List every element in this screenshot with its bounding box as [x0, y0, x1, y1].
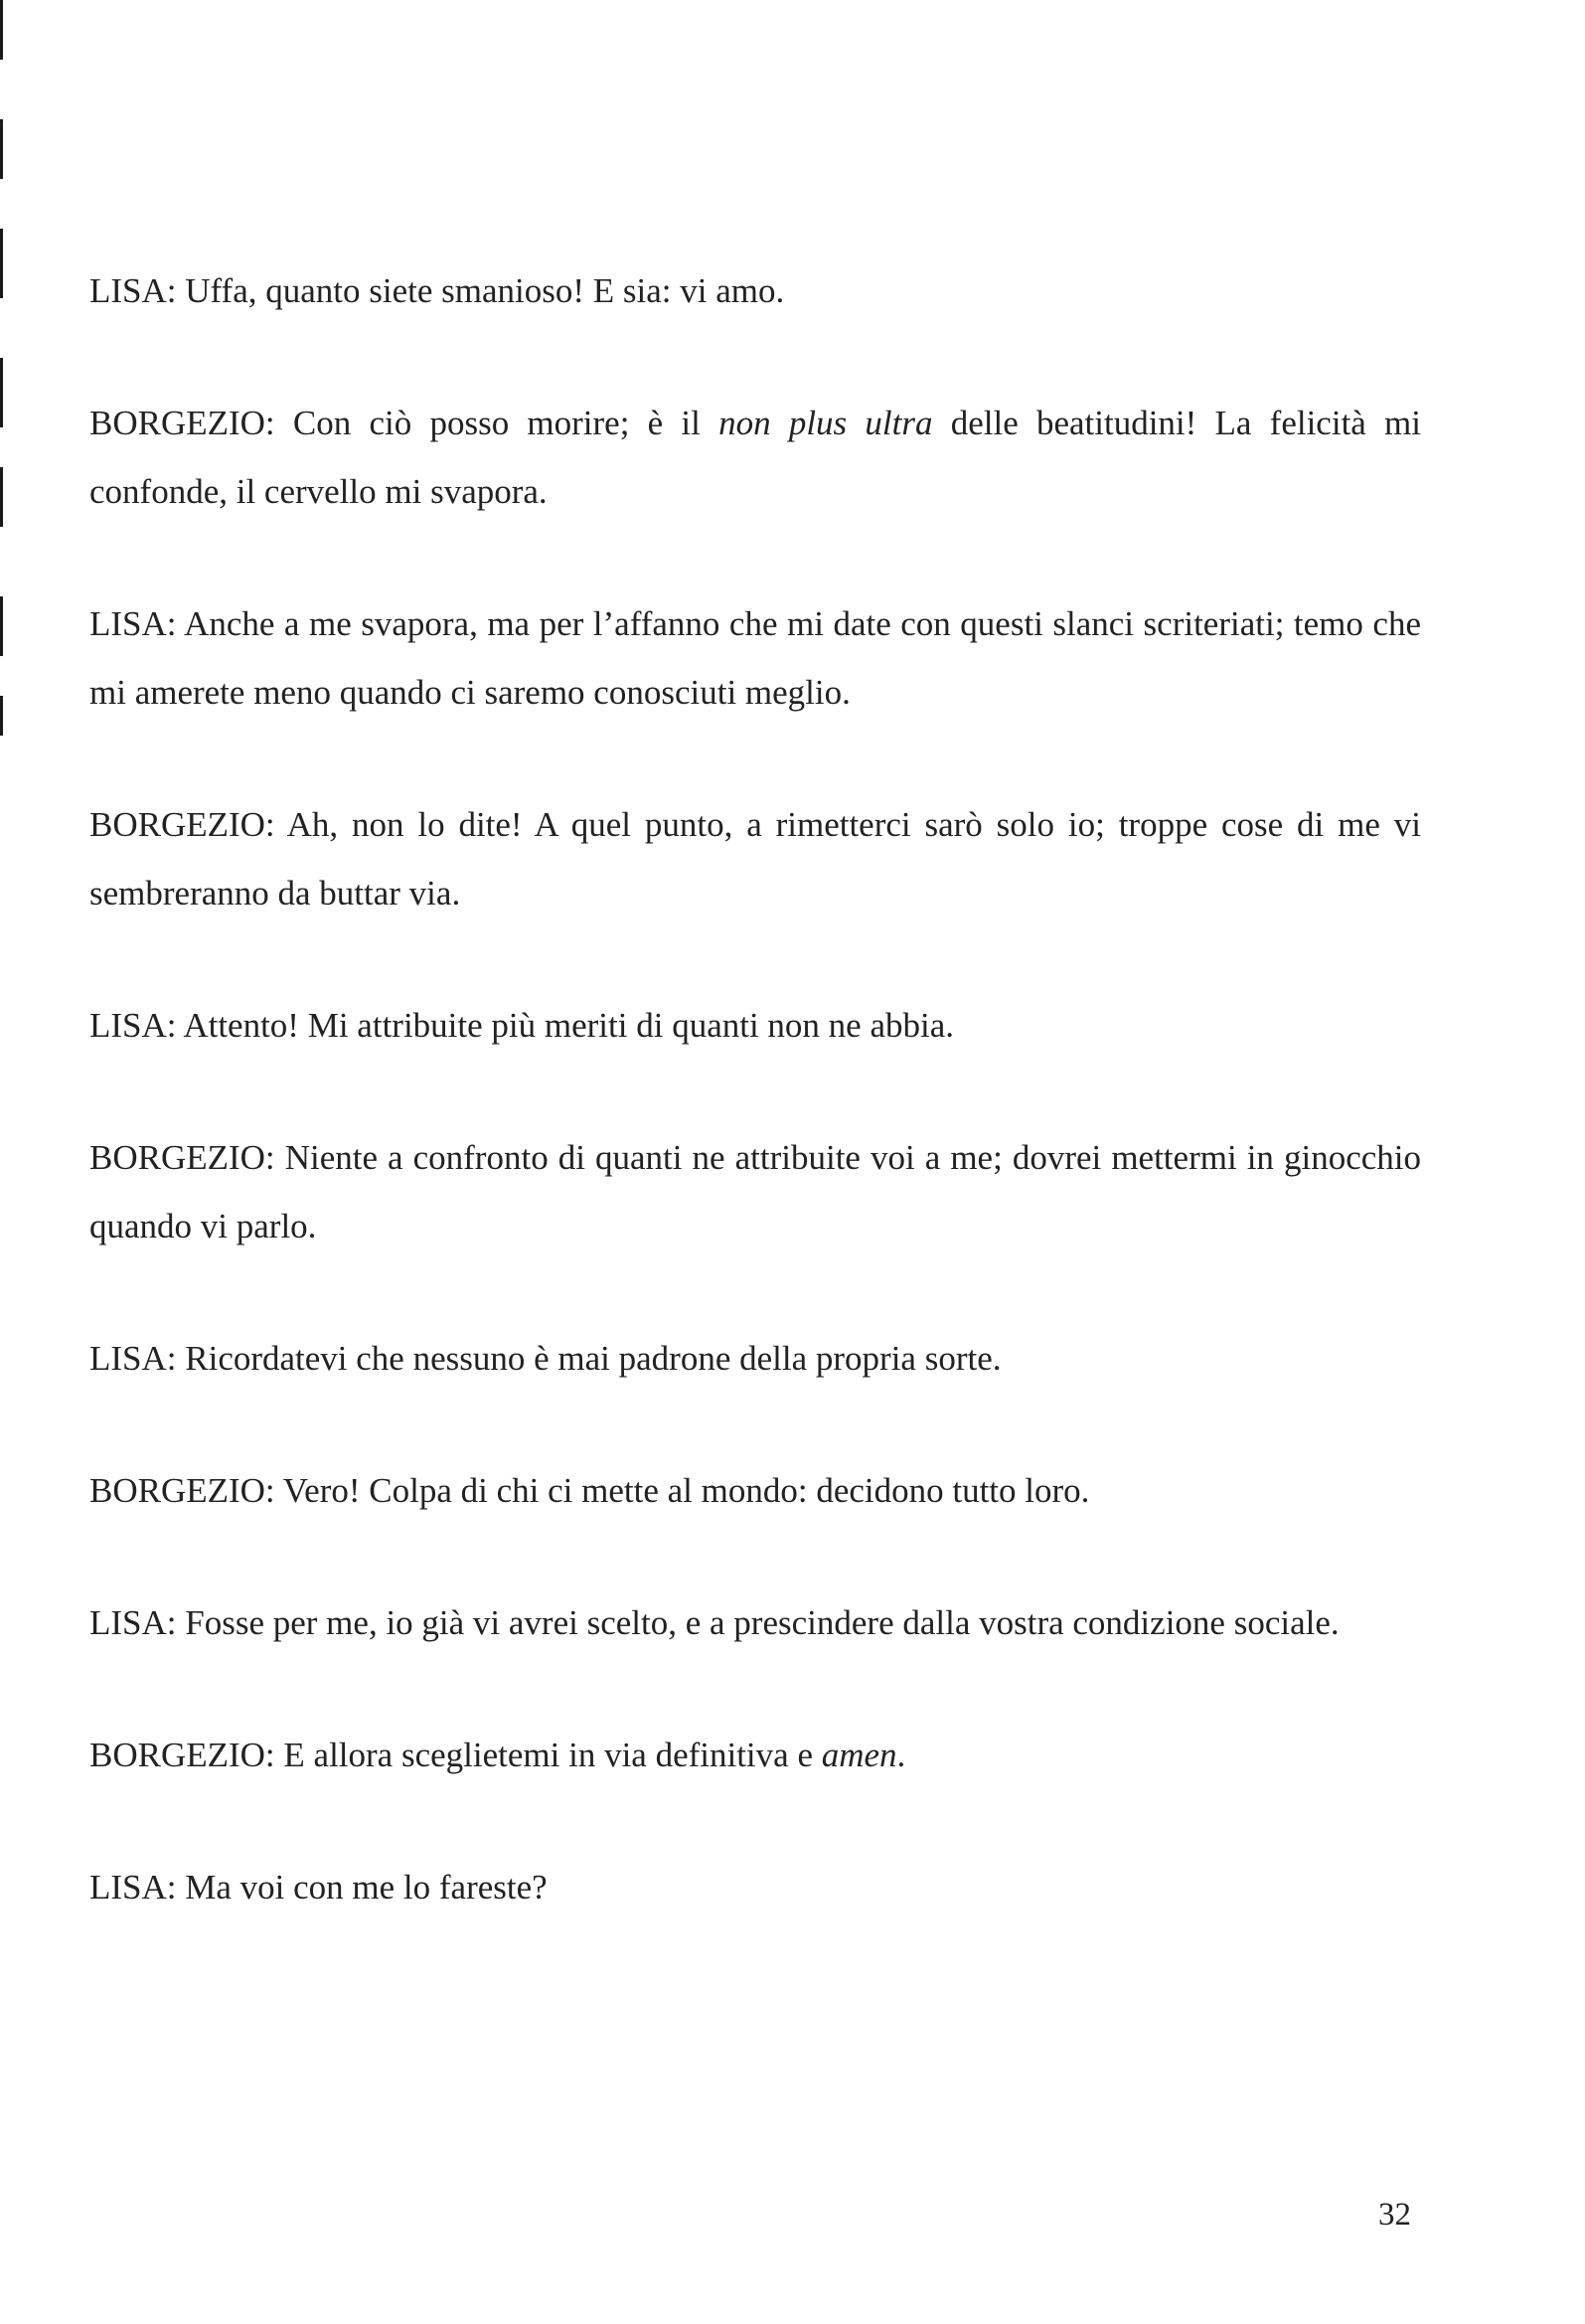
speaker-name: LISA:	[89, 1868, 177, 1907]
dialogue-text: Fosse per me, io già vi avrei scelto, e a prescindere dalla vostra condizione sociale.	[185, 1603, 1340, 1642]
speaker-name: LISA:	[89, 1006, 177, 1045]
dialogue-text: Niente a confronto di quanti ne attribuite voi a me; dovrei mettermi in ginocchio quando vi parlo.	[89, 1138, 1421, 1245]
dialogue-text: Ah, non lo dite! A quel punto, a rimetterci sarò solo io; troppe cose di me vi sembreranno da buttar via.	[89, 805, 1421, 913]
speaker-name: BORGEZIO:	[89, 1736, 275, 1774]
dialogue-line	[89, 389, 1421, 526]
speaker-name: BORGEZIO:	[89, 1138, 275, 1177]
dialogue-line	[89, 991, 1421, 1060]
speaker-name: LISA:	[89, 604, 177, 643]
dialogue-text: Attento! Mi attribuite più meriti di quanti non ne abbia.	[183, 1006, 955, 1045]
dialogue-line	[89, 1588, 1421, 1657]
speaker-name: LISA:	[89, 1339, 177, 1378]
dialogue-text: Vero! Colpa di chi ci mette al mondo: decidono tutto loro.	[282, 1471, 1090, 1510]
speaker-name: BORGEZIO:	[89, 1471, 275, 1510]
dialogue-text: Con ciò posso morire; è il	[292, 404, 719, 442]
dialogue-line	[89, 256, 1421, 325]
scan-edge-mark	[0, 0, 3, 60]
dialogue-text: Ma voi con me lo fareste?	[185, 1868, 548, 1907]
dialogue-italic-text: amen	[821, 1736, 897, 1774]
dialogue-line	[89, 1324, 1421, 1393]
scan-edge-mark	[0, 467, 3, 527]
dialogue-text: Anche a me svapora, ma per l’affanno che mi date con questi slanci scriteriati; temo che mi amerete meno quando ci saremo conosciuti meglio.	[89, 604, 1421, 712]
scan-edge-mark	[0, 229, 3, 298]
dialogue-line	[89, 589, 1421, 727]
dialogue-line	[89, 790, 1421, 927]
scan-edge-mark	[0, 596, 3, 656]
dialogue-line	[89, 1853, 1421, 1921]
dialogue-text: Uffa, quanto siete smanioso! E sia: vi amo.	[185, 271, 785, 310]
speaker-name: LISA:	[89, 1603, 177, 1642]
dialogue-text: E allora sceglietemi in via definitiva e	[283, 1736, 822, 1774]
dialogue-line	[89, 1123, 1421, 1260]
dialogue-body	[89, 256, 1421, 1985]
speaker-name: BORGEZIO:	[89, 404, 275, 442]
speaker-name: LISA:	[89, 271, 177, 310]
dialogue-text: .	[896, 1736, 906, 1774]
dialogue-italic-text: non plus ultra	[718, 404, 933, 442]
scan-edge-mark	[0, 358, 3, 427]
scan-edge-mark	[0, 696, 3, 736]
dialogue-line	[89, 1456, 1421, 1525]
speaker-name: BORGEZIO:	[89, 805, 275, 844]
scan-edge-mark	[0, 119, 3, 179]
dialogue-text: Ricordatevi che nessuno è mai padrone della propria sorte.	[185, 1339, 1002, 1378]
dialogue-line	[89, 1721, 1421, 1789]
page-number: 32	[1378, 2197, 1411, 2233]
dialogue-text: delle beatitudini! La felicità mi confonde, il cervello mi svapora.	[89, 404, 1421, 511]
